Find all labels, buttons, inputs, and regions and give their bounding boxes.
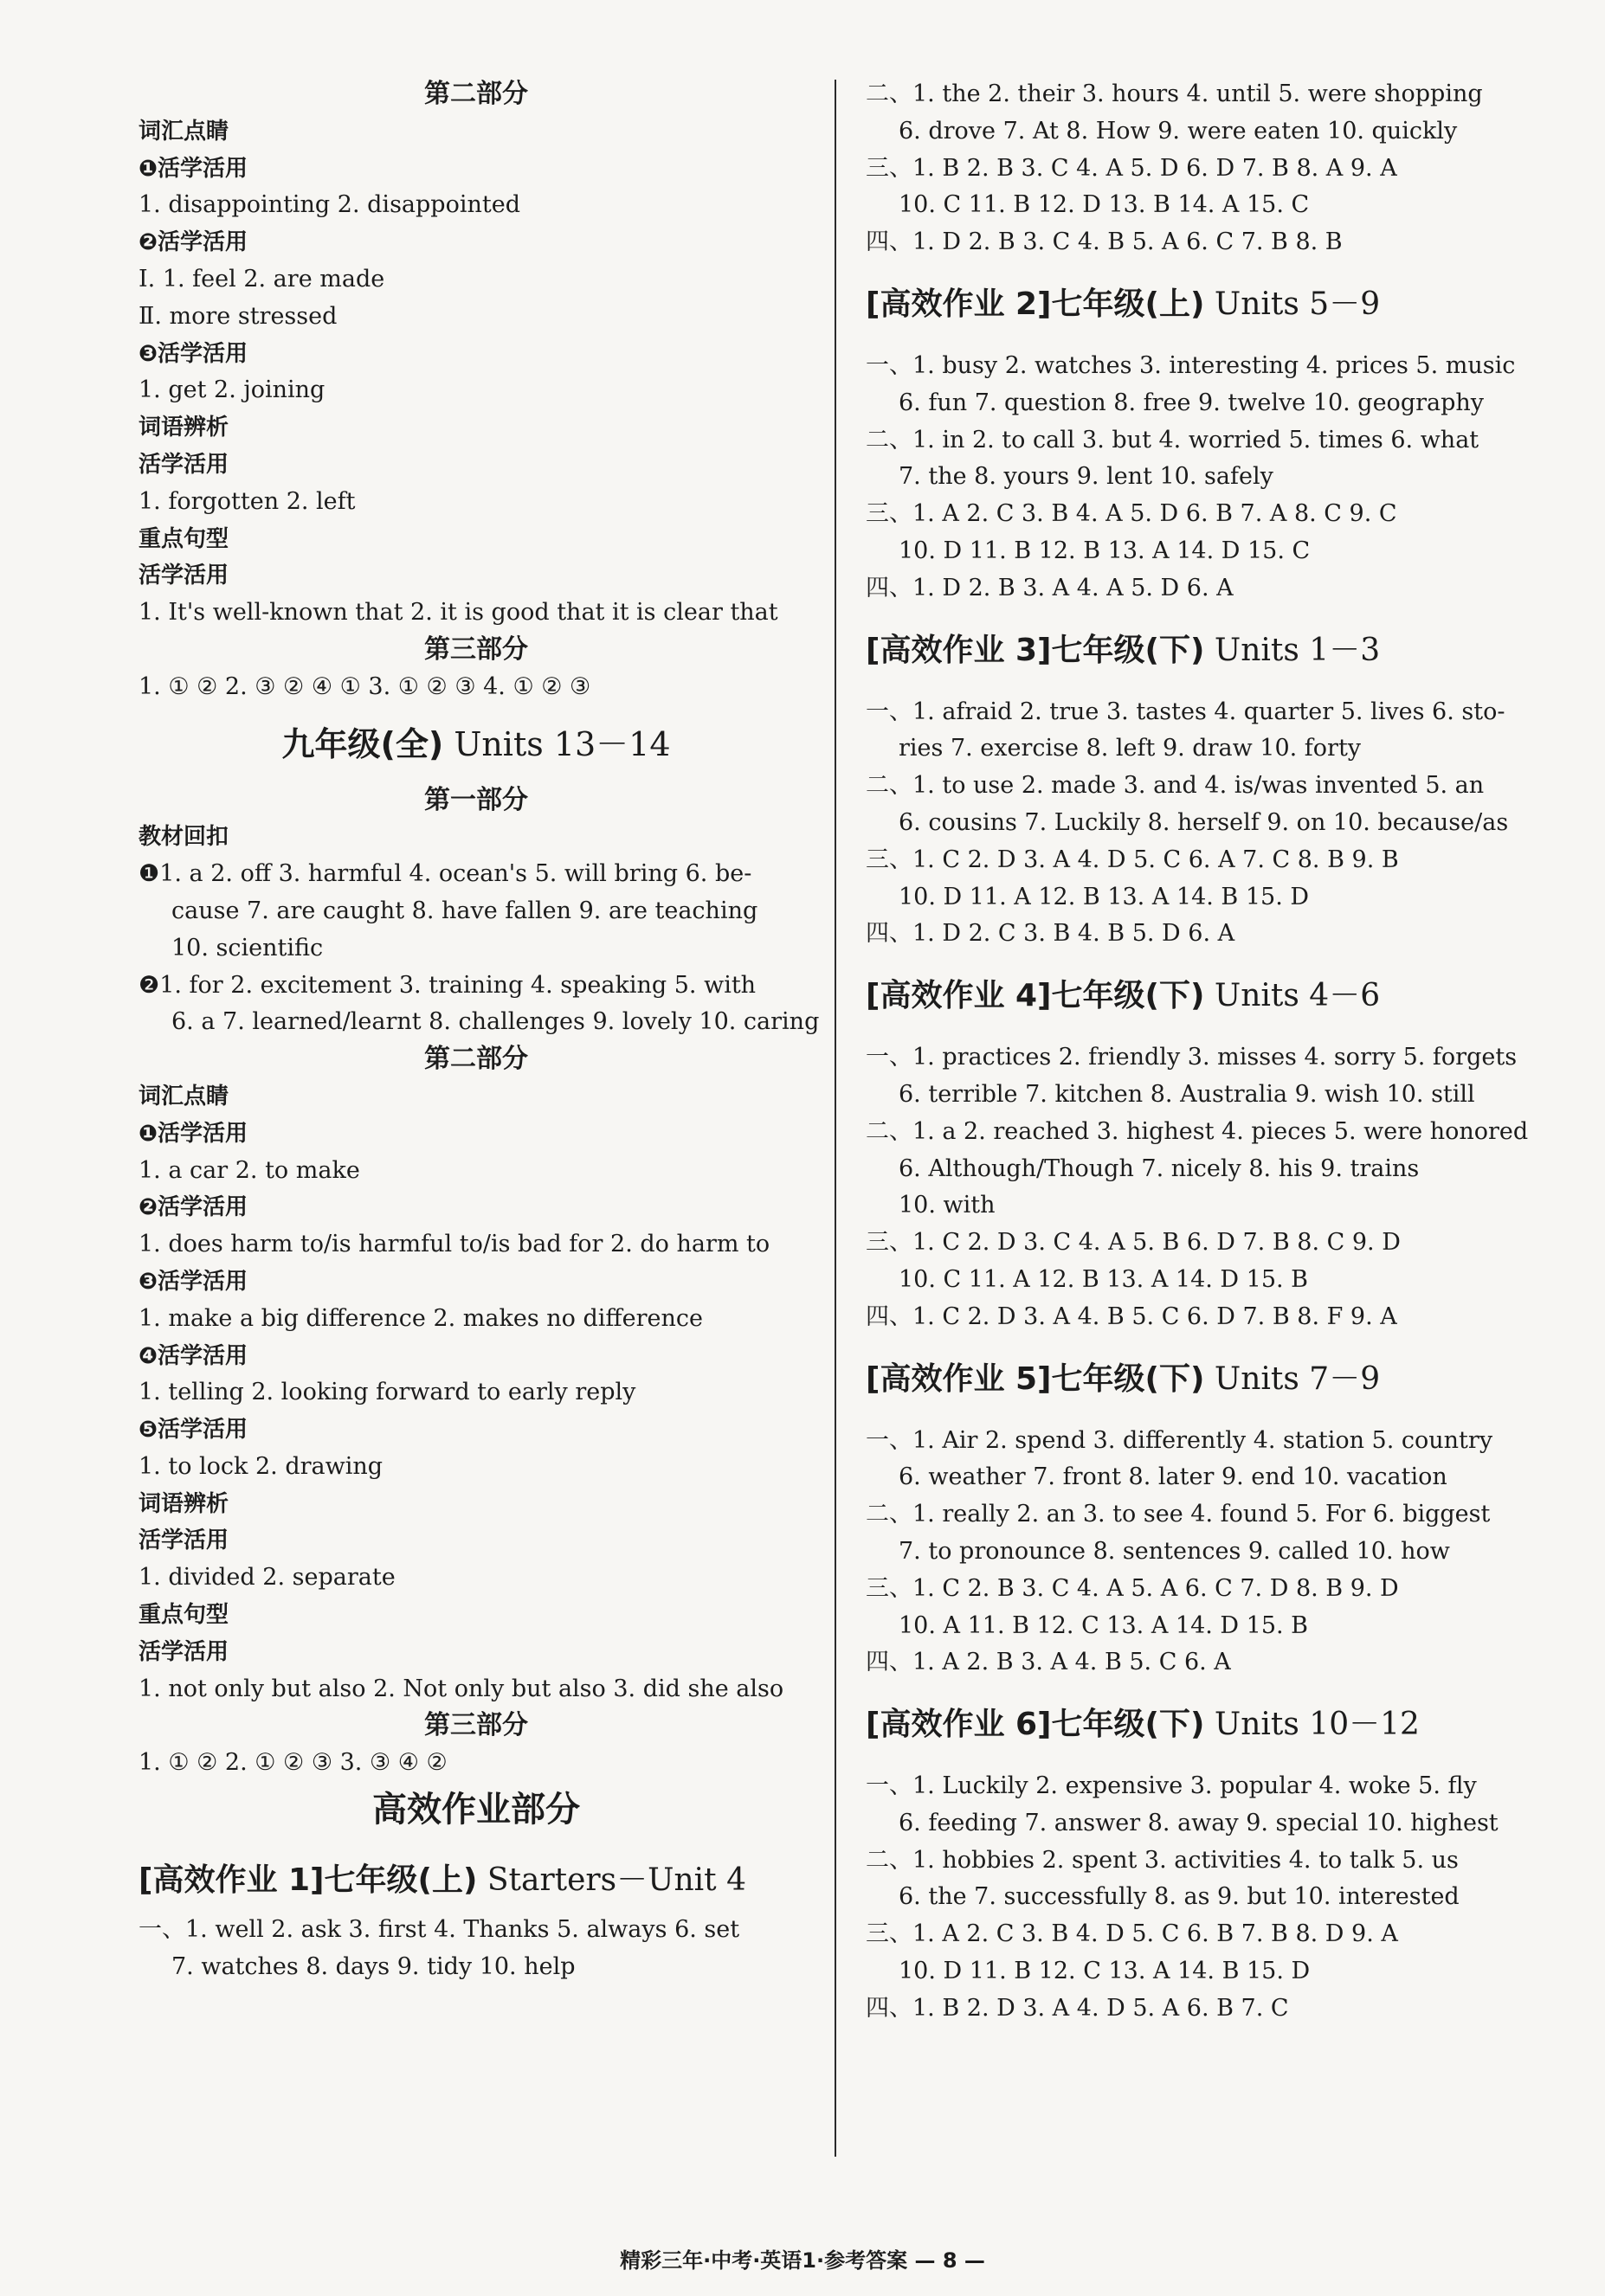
answer-line: 二、1. the 2. their 3. hours 4. until 5. were shopping [866, 80, 1483, 107]
heading-units: Units 10－12 [1214, 1707, 1420, 1743]
answer-line: 6. the 7. successfully 8. as 9. but 10. interested [899, 1883, 1460, 1911]
subheading: 词汇点睛 [139, 118, 229, 145]
answer-line: 四、1. D 2. B 3. C 4. B 5. A 6. C 7. B 8. B [866, 228, 1343, 256]
spacer [866, 1682, 1541, 1694]
answer-line: 1. get 2. joining [139, 376, 326, 404]
answer-line: 1. make a big difference 2. makes no difference [139, 1304, 703, 1332]
answer-line: 1. disappointing 2. disappointed [139, 191, 520, 219]
answer-line: 1. divided 2. separate [139, 1564, 396, 1592]
homework-heading [139, 1849, 814, 1912]
column-divider [835, 80, 836, 2157]
heading-bold: [高效作业 4]七年级(下) [866, 978, 1205, 1014]
answer-line: cause 7. are caught 8. have fallen 9. are teaching [171, 897, 758, 924]
answer-line: Ⅱ. more stressed [139, 302, 338, 330]
answer-line: 二、1. a 2. reached 3. highest 4. pieces 5. were honored [866, 1117, 1529, 1145]
homework-heading [866, 1694, 1541, 1756]
subheading: 重点句型 [139, 1602, 229, 1629]
spacer [866, 1411, 1541, 1423]
answer-line: 1. ① ② 2. ③ ② ④ ① 3. ① ② ③ 4. ① ② ③ [139, 672, 591, 700]
spacer [866, 1027, 1541, 1039]
answer-line: 三、1. A 2. C 3. B 4. A 5. D 6. B 7. A 8. C 9. C [866, 500, 1397, 528]
heading-units: Units 1－3 [1214, 632, 1381, 668]
spacer [866, 608, 1541, 620]
section-heading: 第二部分 [424, 1044, 528, 1075]
answer-line: 三、1. B 2. B 3. C 4. A 5. D 6. D 7. B 8. A 9. A [866, 154, 1397, 182]
heading-bold: [高效作业 6]七年级(下) [866, 1707, 1205, 1743]
subheading: 词语辨析 [139, 415, 229, 441]
answer-line: 10. D 11. B 12. B 13. A 14. D 15. C [899, 537, 1311, 564]
heading-units: Units 7－9 [1214, 1360, 1381, 1397]
heading-units: Starters－Unit 4 [487, 1862, 746, 1899]
heading-bold: [高效作业 1]七年级(上) [139, 1862, 478, 1899]
subheading: ❷活学活用 [139, 229, 248, 256]
right-column [866, 76, 1541, 2028]
answer-line: 7. the 8. yours 9. lent 10. safely [899, 463, 1273, 491]
heading-bold: 九年级(全) [281, 724, 444, 763]
subheading: 重点句型 [139, 525, 229, 552]
answer-line: 10. D 11. A 12. B 13. A 14. B 15. D [899, 883, 1310, 910]
answer-line: 一、1. well 2. ask 3. first 4. Thanks 5. always 6. set [139, 1916, 740, 1944]
answer-line: 三、1. A 2. C 3. B 4. D 5. C 6. B 7. B 8. D 9. A [866, 1920, 1398, 1948]
spacer [866, 953, 1541, 965]
subheading: 活学活用 [139, 563, 229, 589]
answer-line: 6. a 7. learned/learnt 8. challenges 9. lovely 10. caring [171, 1008, 820, 1036]
spacer [139, 1837, 814, 1849]
answer-line: 10. D 11. B 12. C 13. A 14. B 15. D [899, 1958, 1311, 1985]
answer-line: 1. does harm to/is harmful to/is bad for 2. do harm to [139, 1231, 770, 1258]
homework-heading [866, 965, 1541, 1027]
answer-line: 7. to pronounce 8. sentences 9. called 10. how [899, 1537, 1450, 1565]
subheading: 教材回扣 [139, 824, 229, 851]
heading-units: Units 13－14 [454, 724, 671, 763]
answer-line: 一、1. busy 2. watches 3. interesting 4. prices 5. music [866, 351, 1516, 379]
answer-line: 1. not only but also 2. Not only but also 3. did she also [139, 1675, 784, 1702]
answer-line: 6. weather 7. front 8. later 9. end 10. vacation [899, 1463, 1447, 1491]
section-heading: 第三部分 [424, 633, 528, 665]
answer-line: 10. C 11. B 12. D 13. B 14. A 15. C [899, 191, 1310, 219]
homework-heading [866, 620, 1541, 682]
heading-units: Units 4－6 [1214, 978, 1381, 1014]
heading-bold: [高效作业 5]七年级(下) [866, 1360, 1205, 1397]
answer-line: 1. telling 2. looking forward to early reply [139, 1379, 636, 1406]
answer-line: 10. C 11. A 12. B 13. A 14. D 15. B [899, 1265, 1309, 1293]
section-heading: 第二部分 [424, 79, 528, 109]
heading-bold: [高效作业 3]七年级(下) [866, 632, 1205, 668]
answer-line: 四、1. D 2. B 3. A 4. A 5. D 6. A [866, 574, 1234, 601]
answer-line: 1. It's well-known that 2. it is good that it is clear that [139, 599, 778, 627]
spacer [866, 682, 1541, 694]
answer-line: Ⅰ. 1. feel 2. are made [139, 265, 385, 293]
homework-heading [866, 273, 1541, 336]
subheading: 词语辨析 [139, 1490, 229, 1517]
answer-line: 二、1. in 2. to call 3. but 4. worried 5. times 6. what [866, 426, 1479, 453]
answer-line: 三、1. C 2. D 3. C 4. A 5. B 6. D 7. B 8. C 9. D [866, 1229, 1401, 1257]
answer-line: 6. terrible 7. kitchen 8. Australia 9. wish 10. still [899, 1080, 1475, 1108]
spacer [139, 706, 814, 718]
answer-line: 四、1. C 2. D 3. A 4. B 5. C 6. D 7. B 8. F 9. A [866, 1302, 1397, 1330]
answer-line: 6. Although/Though 7. nicely 8. his 9. trains [899, 1154, 1420, 1182]
answer-line: 四、1. D 2. C 3. B 4. B 5. D 6. A [866, 920, 1235, 948]
answer-line: ❶1. a 2. off 3. harmful 4. ocean's 5. will bring 6. be- [139, 860, 752, 888]
answer-line: 7. watches 8. days 9. tidy 10. help [171, 1952, 576, 1980]
answer-line: 四、1. B 2. D 3. A 4. D 5. A 6. B 7. C [866, 1994, 1289, 2022]
answer-line: 10. with [899, 1192, 996, 1219]
subheading: ❷活学活用 [139, 1194, 248, 1221]
grade-heading [139, 718, 814, 770]
homework-heading [866, 1348, 1541, 1411]
subheading: 词汇点睛 [139, 1083, 229, 1109]
answer-line: 10. scientific [171, 934, 324, 961]
answer-line: ries 7. exercise 8. left 9. draw 10. forty [899, 735, 1362, 762]
answer-line: 三、1. C 2. B 3. C 4. A 5. A 6. C 7. D 8. B 9. D [866, 1574, 1399, 1602]
answer-line: 一、1. afraid 2. true 3. tastes 4. quarter 5. lives 6. sto- [866, 698, 1505, 725]
spacer [139, 770, 814, 782]
answer-line: 6. cousins 7. Luckily 8. herself 9. on 10. because/as [899, 808, 1509, 836]
spacer [866, 1756, 1541, 1768]
answer-line: 1. a car 2. to make [139, 1156, 360, 1184]
heading-bold: [高效作业 2]七年级(上) [866, 286, 1205, 322]
answer-line: 一、1. practices 2. friendly 3. misses 4. sorry 5. forgets [866, 1044, 1518, 1071]
subheading: ❶活学活用 [139, 1120, 248, 1147]
answer-line: 1. ① ② 2. ① ② ③ 3. ③ ④ ② [139, 1749, 448, 1777]
answer-line: 10. A 11. B 12. C 13. A 14. D 15. B [899, 1611, 1309, 1639]
answer-line: 一、1. Luckily 2. expensive 3. popular 4. woke 5. fly [866, 1772, 1477, 1800]
subheading: 活学活用 [139, 1638, 229, 1665]
part-heading: 高效作业部分 [372, 1790, 580, 1830]
subheading: 活学活用 [139, 451, 229, 478]
answer-line: 6. drove 7. At 8. How 9. were eaten 10. quickly [899, 117, 1458, 145]
subheading: ❸活学活用 [139, 340, 248, 367]
page-footer: 精彩三年·中考·英语1·参考答案 — 8 — [620, 2248, 985, 2273]
heading-units: Units 5－9 [1214, 286, 1381, 322]
answer-line: 二、1. really 2. an 3. to see 4. found 5. For 6. biggest [866, 1501, 1491, 1528]
answer-line: 1. to lock 2. drawing [139, 1452, 384, 1480]
spacer [866, 261, 1541, 273]
section-heading: 第一部分 [424, 784, 528, 815]
answer-line: 二、1. to use 2. made 3. and 4. is/was invented 5. an [866, 772, 1485, 800]
answer-line: 二、1. hobbies 2. spent 3. activities 4. to talk 5. us [866, 1846, 1459, 1874]
subheading: 活学活用 [139, 1527, 229, 1554]
spacer [866, 1336, 1541, 1348]
left-column [139, 76, 820, 1986]
spacer [866, 336, 1541, 348]
answer-line: 三、1. C 2. D 3. A 4. D 5. C 6. A 7. C 8. B 9. B [866, 846, 1399, 873]
subheading: ❶活学活用 [139, 155, 248, 182]
answer-line: 1. forgotten 2. left [139, 487, 356, 515]
answer-line: 一、1. Air 2. spend 3. differently 4. station 5. country [866, 1426, 1493, 1454]
answer-line: 四、1. A 2. B 3. A 4. B 5. C 6. A [866, 1649, 1231, 1676]
subheading: ❸活学活用 [139, 1268, 248, 1295]
section-heading: 第三部分 [424, 1710, 528, 1741]
answer-line: 6. feeding 7. answer 8. away 9. special 10. highest [899, 1809, 1499, 1836]
answer-line: 6. fun 7. question 8. free 9. twelve 10. geography [899, 389, 1485, 416]
subheading: ❹活学活用 [139, 1342, 248, 1369]
answer-line: ❷1. for 2. excitement 3. training 4. speaking 5. with [139, 971, 757, 999]
subheading: ❺活学活用 [139, 1417, 248, 1444]
